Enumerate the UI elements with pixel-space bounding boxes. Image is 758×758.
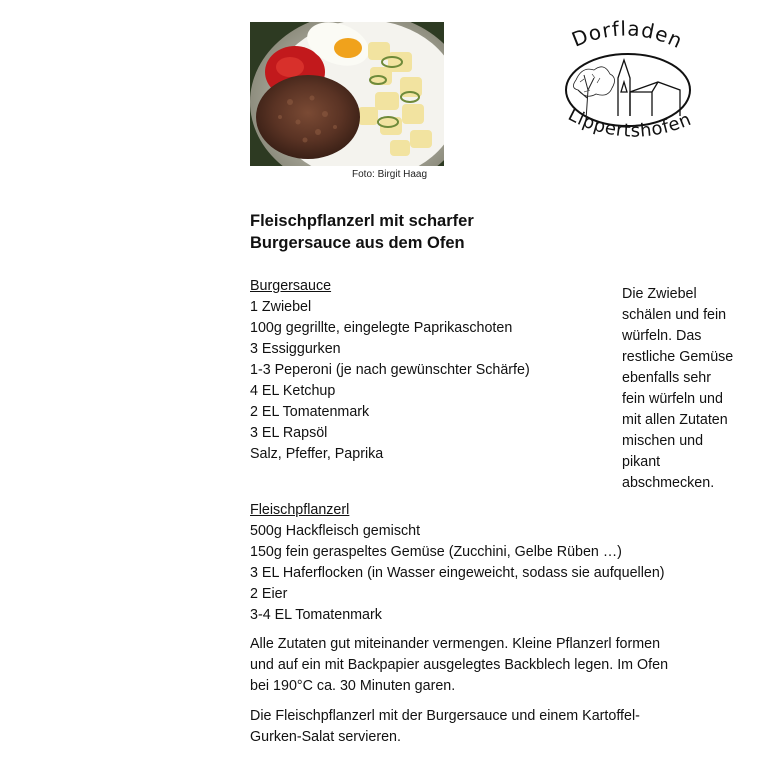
burgersauce-heading: Burgersauce	[250, 278, 332, 294]
method-line: Die Fleischpflanzerl mit der Burgersauce und einem Kartoffel-	[250, 708, 640, 724]
logo-bottom-text: Lippertshofen	[564, 104, 695, 142]
instruction-line: restliche Gemüse	[622, 349, 734, 365]
ingredient-item: 3-4 EL Tomatenmark	[250, 607, 382, 623]
method-line: Gurken-Salat servieren.	[250, 729, 401, 745]
method-paragraph-1	[250, 634, 668, 697]
dorfladen-logo	[548, 20, 708, 150]
method-paragraph-2	[250, 706, 640, 748]
instruction-line: mischen und	[622, 433, 704, 449]
instruction-line: schälen und fein	[622, 307, 727, 323]
ingredient-item: 3 EL Haferflocken (in Wasser eingeweicht, sodass sie aufquellen)	[250, 565, 665, 581]
ingredient-item: 150g fein geraspeltes Gemüse (Zucchini, Gelbe Rüben …)	[250, 544, 622, 560]
ingredient-item: 4 EL Ketchup	[250, 383, 336, 399]
ingredient-item: 2 EL Tomatenmark	[250, 404, 370, 420]
photo-credit: Foto: Birgit Haag	[352, 169, 428, 180]
burgersauce-ingredients	[250, 276, 530, 465]
instruction-line: pikant	[622, 454, 661, 470]
burgersauce-instructions	[622, 284, 752, 494]
instruction-line: mit allen Zutaten	[622, 412, 728, 428]
ingredient-item: 1 Zwiebel	[250, 299, 312, 315]
fleischpflanzerl-ingredients	[250, 500, 665, 626]
instruction-line: Die Zwiebel	[622, 286, 697, 302]
title-line-2: Burgersauce aus dem Ofen	[250, 234, 465, 252]
ingredient-item: Salz, Pfeffer, Paprika	[250, 446, 384, 462]
instruction-line: abschmecken.	[622, 475, 715, 491]
svg-text:Dorfladen	[568, 20, 686, 53]
ingredient-item: 100g gegrillte, eingelegte Paprikaschoten	[250, 320, 513, 336]
ingredient-item: 500g Hackfleisch gemischt	[250, 523, 421, 539]
instruction-line: ebenfalls sehr	[622, 370, 712, 386]
ingredient-item: 1-3 Peperoni (je nach gewünschter Schärfe)	[250, 362, 530, 378]
method-line: bei 190°C ca. 30 Minuten garen.	[250, 678, 456, 694]
logo-top-text: Dorfladen	[568, 20, 687, 54]
method-line: und auf ein mit Backpapier ausgelegtes Backblech legen. Im Ofen	[250, 657, 669, 673]
method-line: Alle Zutaten gut miteinander vermengen. Kleine Pflanzerl formen	[250, 636, 661, 652]
ingredient-item: 3 EL Rapsöl	[250, 425, 328, 441]
recipe-title	[250, 210, 580, 254]
dish-photo	[250, 22, 444, 166]
ingredient-item: 3 Essiggurken	[250, 341, 341, 357]
instruction-line: fein würfeln und	[622, 391, 723, 407]
instruction-line: würfeln. Das	[622, 328, 702, 344]
title-line-1: Fleischpflanzerl mit scharfer	[250, 212, 474, 230]
ingredient-item: 2 Eier	[250, 586, 288, 602]
fleischpflanzerl-heading: Fleischpflanzerl	[250, 502, 350, 518]
